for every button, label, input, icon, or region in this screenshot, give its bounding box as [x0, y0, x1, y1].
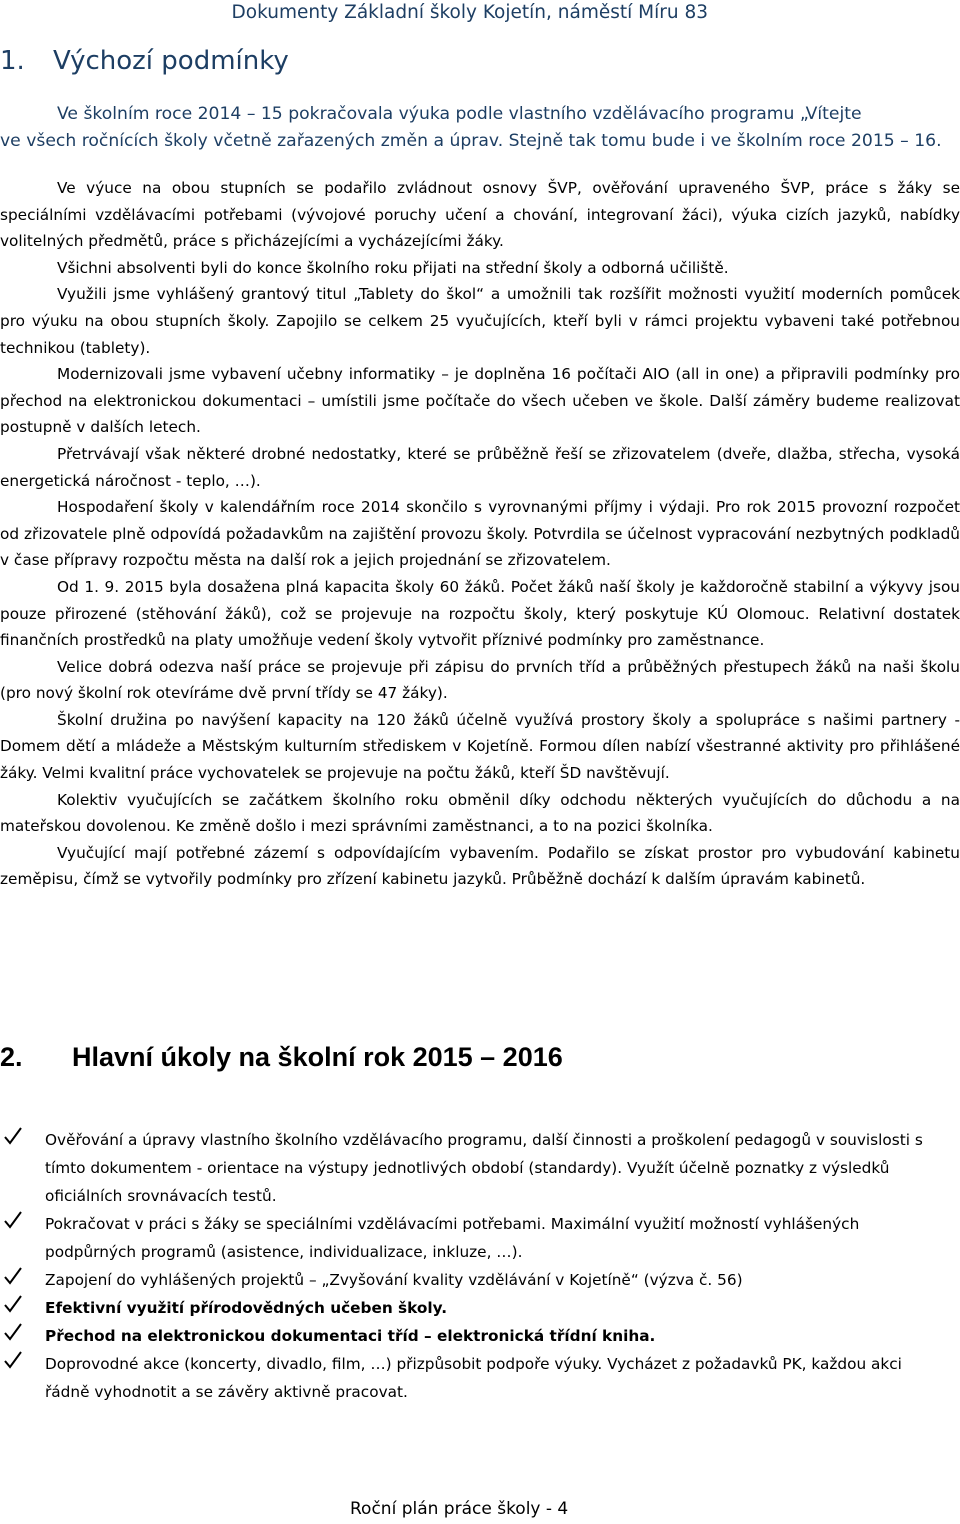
task-text: Pokračovat v práci s žáky se speciálními vzdělávacími potřebami. Maximální využití možností vyhlášených podpůrných programů (asistence, individualizace, inkluze, …). [45, 1215, 860, 1261]
list-item [0, 1266, 960, 1294]
section-1-number: 1. [0, 46, 25, 76]
checkmark-icon [4, 1322, 24, 1344]
paragraph-graduates: Všichni absolventi byli do konce školního roku přijati na střední školy a odborná učiliště. [57, 258, 729, 277]
task-text: Přechod na elektronickou dokumentaci tříd – elektronická třídní kniha. [45, 1327, 656, 1345]
paragraph-after-school-club: Školní družina po navýšení kapacity na 120 žáků účelně využívá prostory školy a spolupráce s našimi partnery - Domem dětí a mládeže a Městským kulturním střediskem v Kojetíně. Formou dílen nabízí všestranné aktivity pro přihlášené žáky. Velmi kvalitní práce vychovatelek se projevuje na počtu žáků, kteří ŠD navštěvují. [0, 710, 960, 783]
list-item [0, 1126, 960, 1210]
intro-line-2: ve všech ročnících školy včetně zařazených změn a úprav. Stejně tak tomu bude i ve školním roce 2015 – 16. [0, 131, 942, 151]
task-text: Zapojení do vyhlášených projektů – „Zvyšování kvality vzdělávání v Kojetíně“ (výzva č. 56) [45, 1271, 743, 1289]
section-1-heading [0, 46, 289, 76]
paragraph-tablets: Využili jsme vyhlášený grantový titul „Tablety do škol“ a umožnili tak rozšířit možnosti využití moderních pomůcek pro výuku na obou stupních školy. Zapojilo se celkem 25 vyučujících, kteří byli v rámci projektu vybaveni také potřebnou technikou (tablety). [0, 285, 960, 357]
list-item [0, 1294, 960, 1322]
checkmark-icon [4, 1126, 24, 1148]
task-text: Ověřování a úpravy vlastního školního vzdělávacího programu, další činnosti a proškolení pedagogů v souvislosti s tímto dokumentem - orientace na výstupy jednotlivých období (standardy). Využít účelně poznatky z výsledků oficiálních srovnávacích testů. [45, 1131, 923, 1205]
paragraph-cabinets: Vyučující mají potřebné zázemí s odpovídajícím vybavením. Podařilo se získat prostor pro vybudování kabinetu zeměpisu, čímž se vytvořily podmínky pro zřízení kabinetu jazyků. Průběžně dochází k dalším úpravám kabinetů. [0, 843, 960, 889]
task-list [0, 1126, 960, 1406]
list-item [0, 1322, 960, 1350]
section-1-title: Výchozí podmínky [53, 46, 289, 76]
paragraph-staff: Kolektiv vyučujících se začátkem školního roku obměnil díky odchodu některých vyučujících do důchodu a na mateřskou dovolenou. Ke změně došlo i mezi správními zaměstnanci, a to na pozici školníka. [0, 790, 960, 836]
list-item [0, 1350, 960, 1406]
paragraph-enrolment: Velice dobrá odezva naší práce se projevuje při zápisu do prvních tříd a průběžných přestupech žáků na naši školu (pro nový školní rok otevíráme dvě první třídy se 47 žáky). [0, 657, 960, 703]
page-footer: Roční plán práce školy - 4 [350, 1499, 569, 1519]
checkmark-icon [4, 1350, 24, 1372]
page-header: Dokumenty Základní školy Kojetín, náměstí Míru 83 [231, 2, 708, 23]
checkmark-icon [4, 1266, 24, 1288]
paragraph-shortcomings: Přetrvávají však některé drobné nedostatky, které se průběžně řeší se zřizovatelem (dveře, dlažba, střecha, vysoká energetická náročnost - teplo, …). [0, 444, 960, 490]
checkmark-icon [4, 1294, 24, 1316]
paragraph-budget: Hospodaření školy v kalendářním roce 2014 skončilo s vyrovnanými příjmy i výdaji. Pro rok 2015 provozní rozpočet od zřizovatele plně odpovídá požadavkům na zajištění provozu školy. Potvrdila se účelnost vypracování nezbytných podkladů v čase přípravy rozpočtu města na další rok a jejich projednání se zřizovatelem. [0, 498, 960, 570]
intro-line-1: Ve školním roce 2014 – 15 pokračovala výuka podle vlastního vzdělávacího programu „Vítejte [57, 104, 862, 124]
paragraph-capacity: Od 1. 9. 2015 byla dosažena plná kapacita školy 60 žáků. Počet žáků naší školy je každoročně stabilní a výkyvy jsou pouze přirozené (stěhování žáků), což se projevuje na rozpočtu školy, který poskytuje KÚ Olomouc. Relativní dostatek finančních prostředků na platy umožňuje vedení školy vytvořit příznivé podmínky pro zaměstnance. [0, 577, 960, 650]
task-text: Efektivní využití přírodovědných učeben školy. [45, 1299, 448, 1317]
paragraph-curriculum: Ve výuce na obou stupních se podařilo zvládnout osnovy ŠVP, ověřování upraveného ŠVP, práce s žáky se speciálními vzdělávacími potřebami (vývojové poruchy učení a chování, integrovaní žáci), výuka cizích jazyků, nabídky volitelných předmětů, práce s přicházejícími a vycházejícími žáky. [0, 179, 960, 251]
intro-paragraph [0, 101, 960, 155]
section-2-heading [0, 1042, 563, 1073]
list-item [0, 1210, 960, 1266]
checkmark-icon [4, 1210, 24, 1232]
paragraph-it-classroom: Modernizovali jsme vybavení učebny informatiky – je doplněna 16 počítači AIO (all in one) a připravili podmínky pro přechod na elektronickou dokumentaci – umístili jsme počítače do všech učeben ve škole. Další záměry budeme realizovat postupně v dalších letech. [0, 365, 960, 437]
section-1-body [0, 175, 960, 893]
task-text: Doprovodné akce (koncerty, divadlo, film, …) přizpůsobit podpoře výuky. Vycházet z požadavků PK, každou akci řádně vyhodnotit a se závěry aktivně pracovat. [45, 1355, 902, 1401]
section-2-number: 2. [0, 1042, 23, 1072]
section-2-title: Hlavní úkoly na školní rok 2015 – 2016 [72, 1042, 563, 1072]
